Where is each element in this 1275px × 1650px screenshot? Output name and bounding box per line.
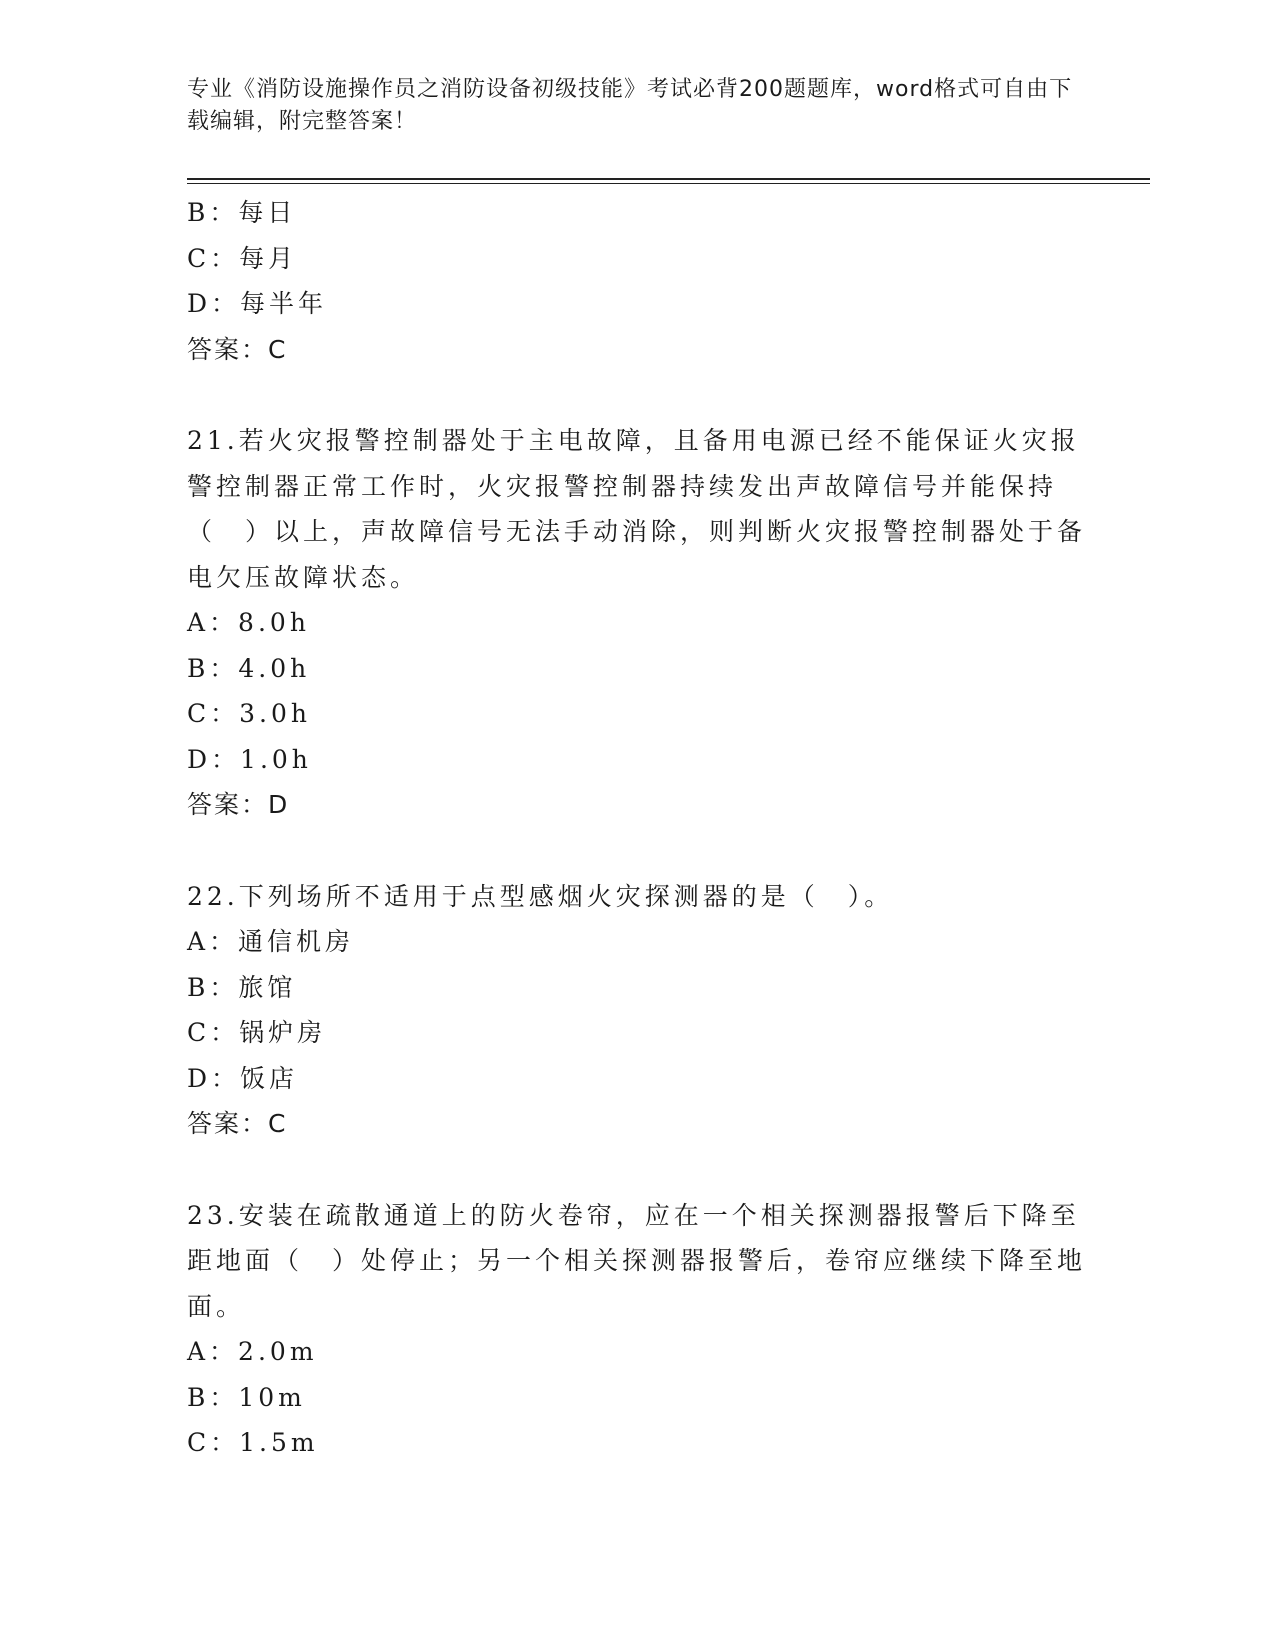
option-c: C：1.5m (187, 1428, 319, 1457)
question-stem: 23.安装在疏散通道上的防火卷帘，应在一个相关探测器报警后下降至距地面（ ）处停止；另一个相关探测器报警后，卷帘应继续下降至地面。 (187, 1200, 1087, 1321)
option-c: C：锅炉房 (187, 1018, 327, 1047)
option-b: B：10m (187, 1382, 306, 1412)
answer-line: 答案：D (187, 790, 290, 819)
answer-line: 答案：C (187, 334, 288, 364)
answer-line: 答案：C (187, 1109, 288, 1138)
option-a: A：2.0m (187, 1337, 318, 1366)
option-d: D：每半年 (187, 289, 328, 318)
question-23 (187, 1193, 1087, 1466)
spacer (187, 372, 1087, 418)
question-stem: 22.下列场所不适用于点型感烟火灾探测器的是（ ）。 (187, 881, 894, 911)
question-content (187, 190, 1087, 1466)
option-b: B：4.0h (187, 653, 311, 683)
spacer (187, 828, 1087, 874)
question-stem: 21.若火灾报警控制器处于主电故障，且备用电源已经不能保证火灾报警控制器正常工作时，火灾报警控制器持续发出声故障信号并能保持（ ）以上，声故障信号无法手动消除，则判断火灾报警控制器处于备电欠压故障状态。 (187, 426, 1087, 592)
option-a: A：通信机房 (187, 927, 355, 956)
previous-question-tail (187, 190, 1087, 372)
document-header: 专业《消防设施操作员之消防设备初级技能》考试必背200题题库，word格式可自由下载编辑，附完整答案！ (187, 77, 1073, 134)
question-22 (187, 874, 1087, 1147)
option-c: C：每月 (187, 243, 298, 273)
option-c: C：3.0h (187, 699, 311, 728)
option-b: B：旅馆 (187, 972, 297, 1002)
option-b: B：每日 (187, 198, 297, 227)
option-d: D：饭店 (187, 1063, 299, 1093)
header-divider-thin (187, 183, 1150, 184)
spacer (187, 1147, 1087, 1193)
option-d: D：1.0h (187, 744, 312, 774)
option-a: A：8.0h (187, 608, 310, 637)
question-21 (187, 418, 1087, 828)
header-divider (187, 178, 1150, 180)
